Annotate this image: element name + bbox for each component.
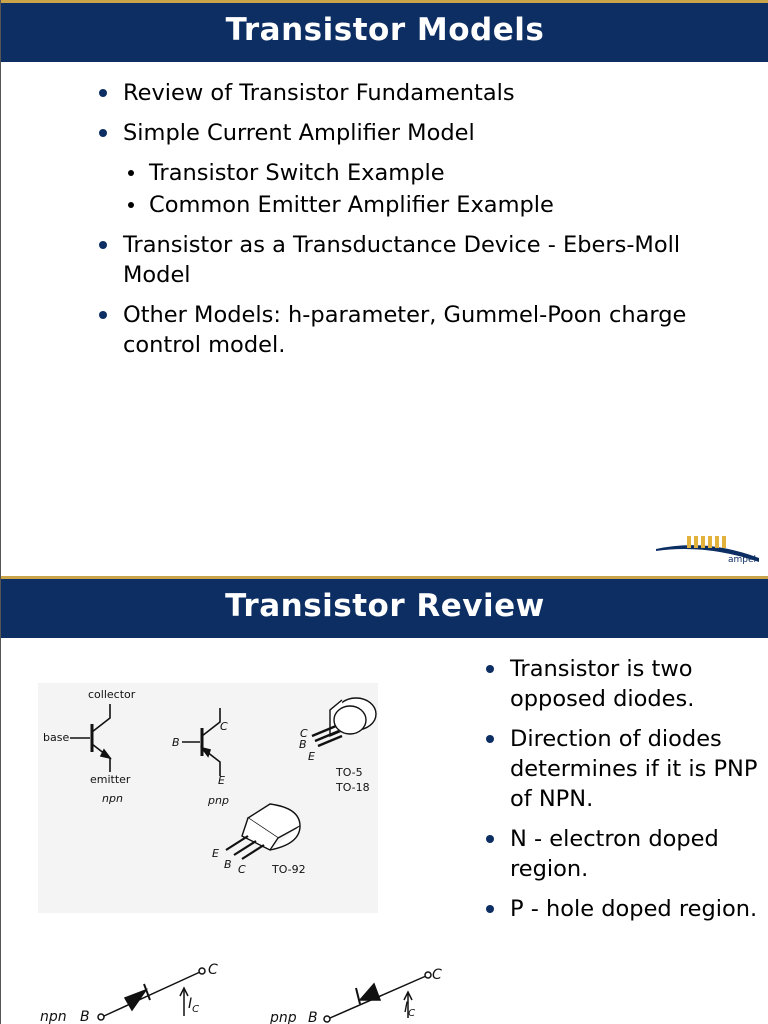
to92-c-label: C: [238, 863, 246, 876]
bullet-icon: [128, 170, 134, 176]
slide-1-title: Transistor Models: [1, 0, 768, 62]
bullet-icon: [99, 89, 107, 97]
base-label: base: [43, 731, 70, 744]
to92-e-label: E: [212, 847, 219, 860]
sub-bullet-item: Common Emitter Amplifier Example: [149, 190, 743, 220]
emitter-label: emitter: [90, 773, 131, 786]
to5-e-label: E: [308, 750, 315, 763]
bullet-icon: [99, 311, 107, 319]
bullet-item: Review of Transistor Fundamentals: [123, 78, 743, 108]
slide-2-bullet-list: [510, 654, 760, 934]
pnp-model-b-label: B: [308, 1010, 318, 1024]
bullet-item: Simple Current Amplifier Model: [123, 118, 743, 148]
transistor-diagram: [0, 638, 490, 1024]
npn-diode-model-icon: [98, 968, 205, 1020]
to5-c-label: C: [300, 727, 308, 740]
npn-model-c-label: C: [208, 962, 218, 978]
bullet-item: Transistor is two opposed diodes.: [510, 654, 760, 714]
bullet-item: N - electron doped region.: [510, 824, 760, 884]
bullet-item: P - hole doped region.: [510, 894, 760, 924]
pnp-model-c-label: C: [432, 967, 442, 983]
ampel-logo: [656, 532, 761, 572]
bullet-icon: [128, 202, 134, 208]
collector-label: collector: [88, 688, 136, 701]
pnp-ic-label: $I_C$: [404, 1000, 416, 1019]
to92-b-label: B: [224, 858, 232, 871]
to18-label: TO-18: [336, 781, 370, 794]
logo-text: ampel: [728, 555, 757, 565]
bullet-item: Other Models: h-parameter, Gummel-Poon charge control model.: [123, 300, 743, 360]
bullet-icon: [99, 129, 107, 137]
slide-1-bullet-list: [123, 78, 743, 370]
pnp-c-label: C: [220, 720, 228, 733]
to5-label: TO-5: [336, 766, 363, 779]
pnp-b-label: B: [172, 736, 180, 749]
to92-label: TO-92: [272, 863, 306, 876]
bullet-icon: [99, 241, 107, 249]
bullet-item: Direction of diodes determines if it is PNP of NPN.: [510, 724, 760, 814]
slide-2-title: Transistor Review: [1, 576, 768, 638]
sub-bullet-item: Transistor Switch Example: [149, 158, 743, 188]
pnp-model-label: pnp: [270, 1010, 297, 1024]
pnp-label: pnp: [208, 794, 229, 807]
pnp-e-label: E: [218, 774, 225, 787]
bullet-item: Transistor as a Transductance Device - Ebers-Moll Model: [123, 230, 743, 290]
npn-model-label: npn: [40, 1009, 67, 1024]
to5-b-label: B: [299, 738, 307, 751]
npn-ic-label: $I_C$: [188, 996, 200, 1015]
npn-label: npn: [102, 792, 123, 805]
npn-model-b-label: B: [80, 1009, 90, 1024]
